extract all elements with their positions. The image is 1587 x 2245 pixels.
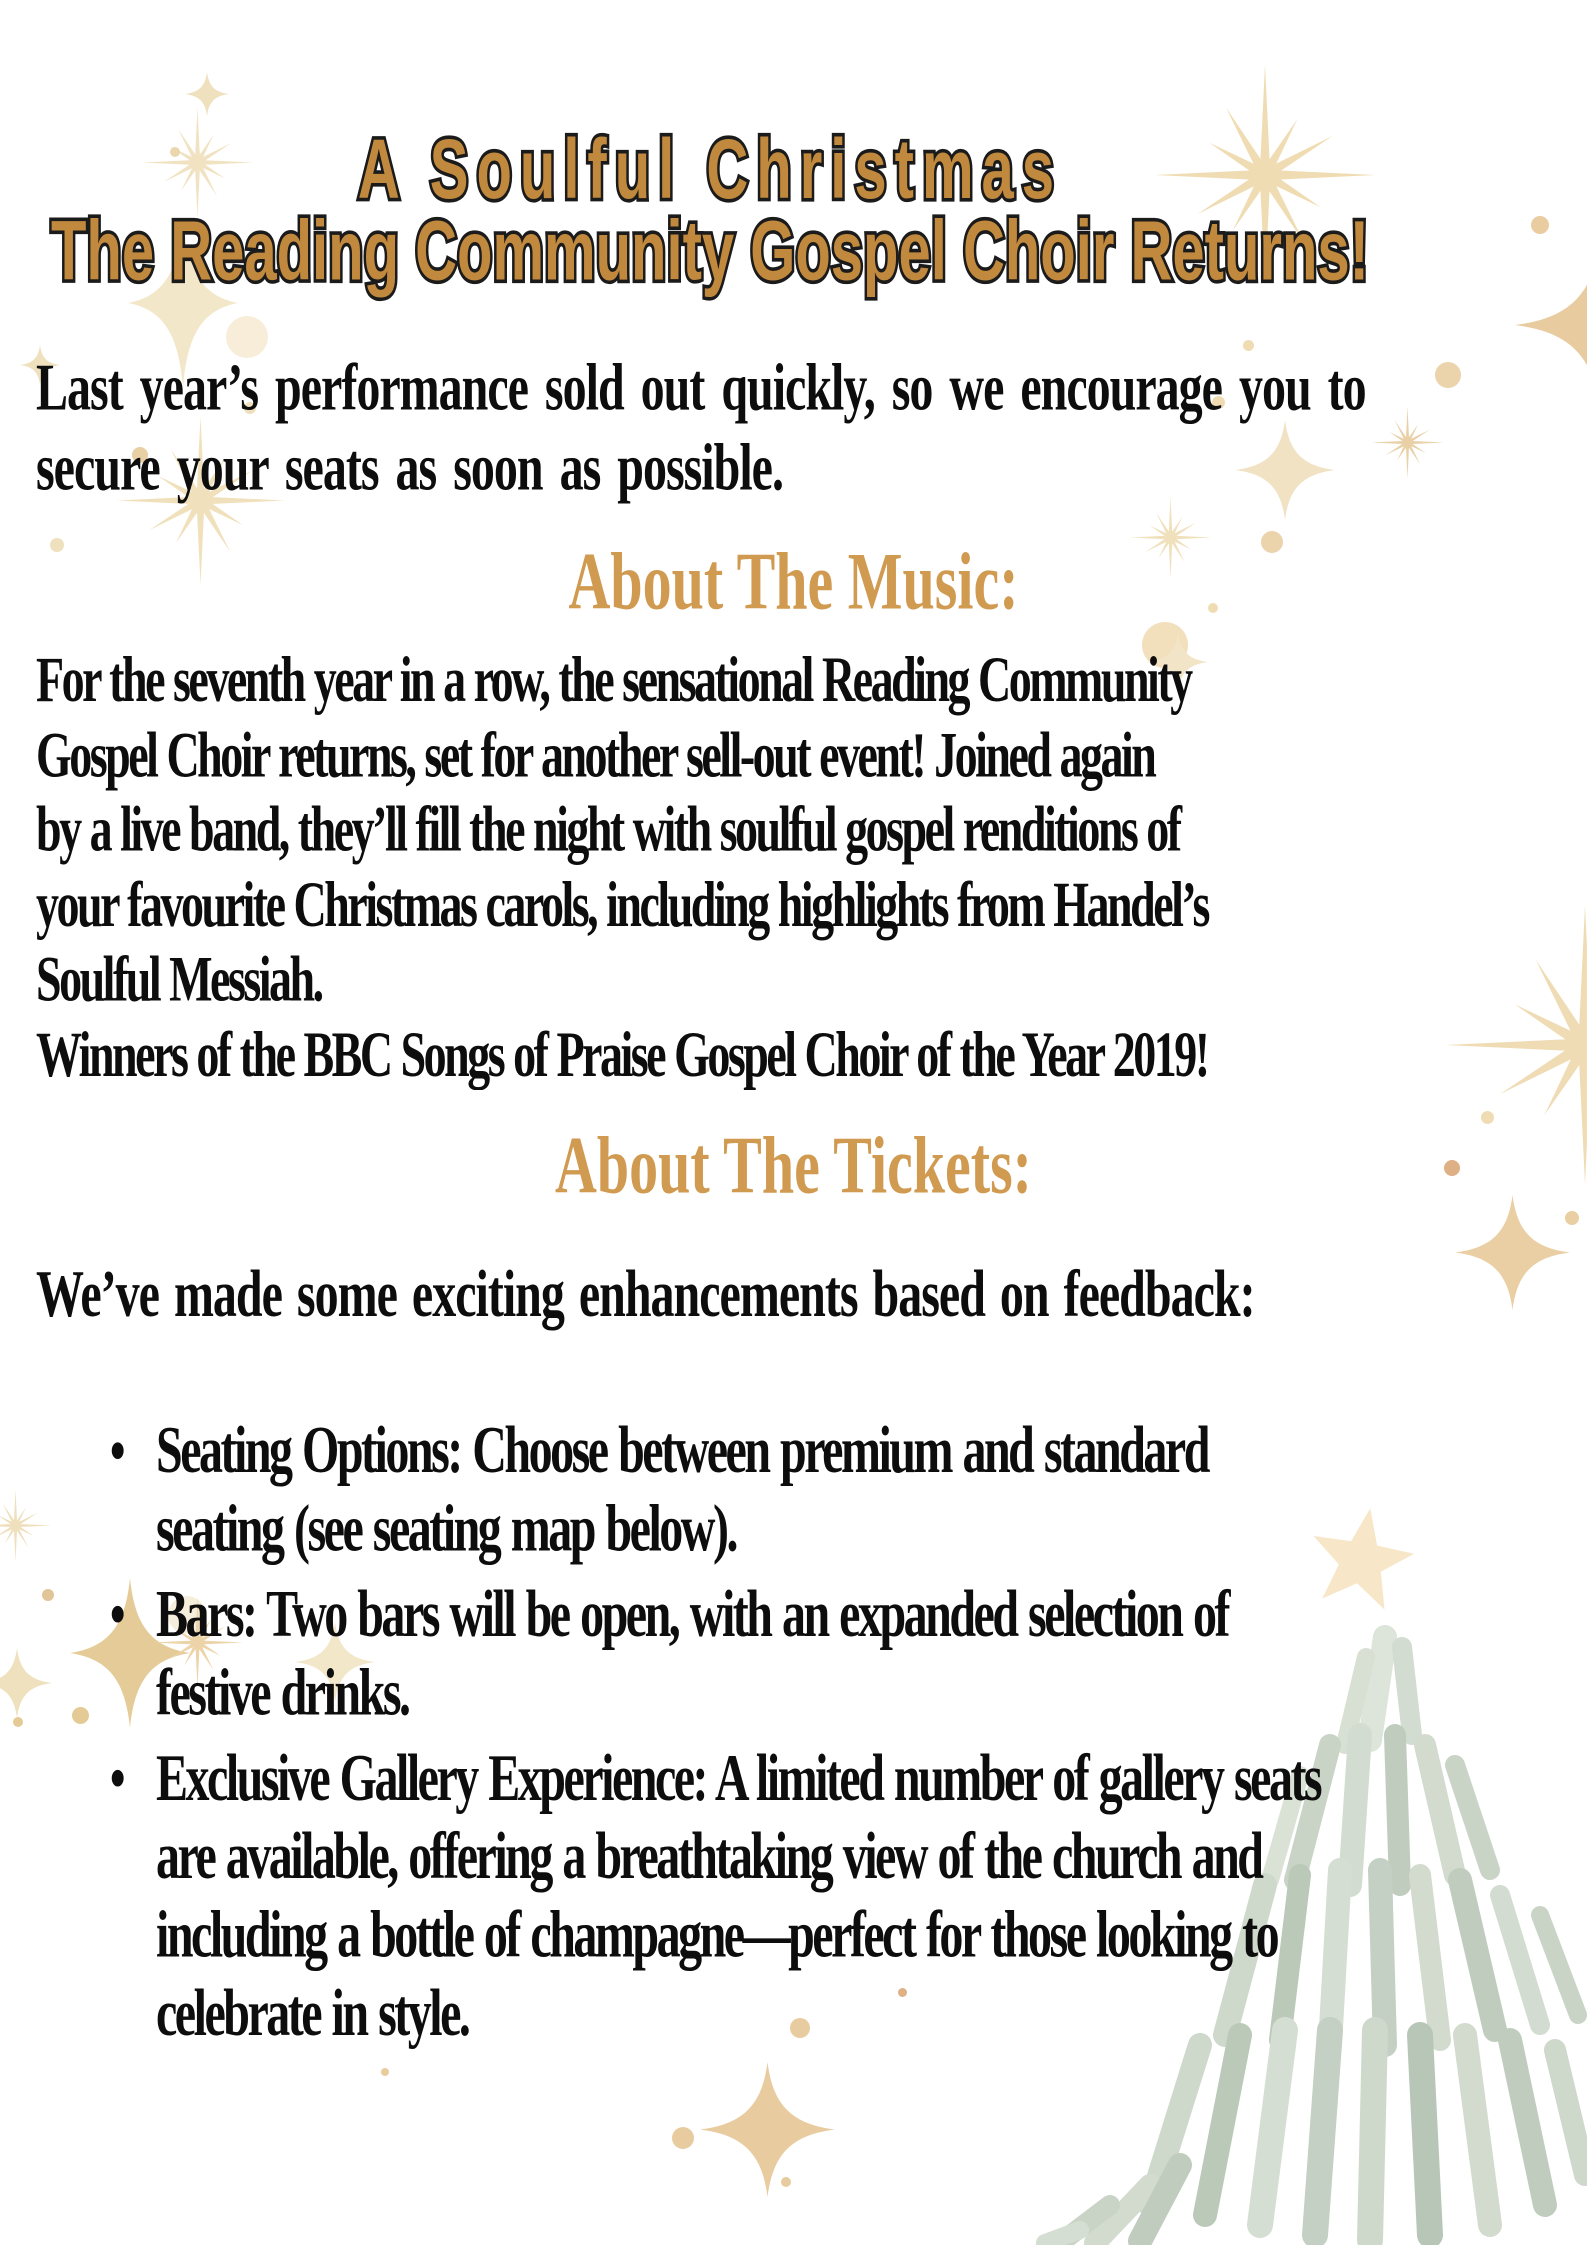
bullet-icon: • [110,1416,123,1485]
flyer-title [10,122,1410,299]
music-line: Gospel Choir returns, set for another sell-out event! Joined again [36,718,1155,790]
dot-icon [672,2127,694,2149]
sparkle-icon [700,2062,835,2197]
dot-icon [1531,216,1549,234]
music-line: For the seventh year in a row, the sensational Reading Community [36,643,1191,715]
music-line: Soulful Messiah. [36,943,322,1015]
bullet-text: Exclusive Gallery Experience: A limited number of gallery seats are available, offering a breathtaking view of the church and including a bottle of champagne—perfect for those looking to celebrate in style. [156,1741,1321,2051]
about-the-music-heading: About The Music: [568,535,1019,627]
list-item [36,1412,1566,1569]
bullet-text: Seating Options: Choose between premium and standard seating (see seating map below). [156,1413,1208,1566]
music-line: by a live band, they’ll fill the night with soulful gospel renditions of [36,793,1180,865]
dot-icon [781,2177,791,2187]
intro-paragraph [36,348,1566,508]
intro-line: secure your seats as soon as possible. [36,430,783,505]
bullet-icon: • [110,1580,123,1649]
music-line: Winners of the BBC Songs of Praise Gospel Choir of the Year 2019! [36,1017,1208,1090]
tickets-bullet-list [36,1412,1566,2060]
dot-icon [1481,1111,1494,1124]
list-item [36,1576,1566,1733]
dot-icon [1565,1211,1579,1225]
dot-icon [381,2068,389,2076]
bullet-icon: • [110,1743,123,1813]
title-line-2: The Reading Community Gospel Choir Returns! [51,203,1369,299]
music-line: your favourite Christmas carols, including highlights from Handel’s [36,868,1208,940]
title-line-1: A Soulful Christmas [357,122,1063,217]
bullet-text: Bars: Two bars will be open, with an expanded selection of festive drinks. [156,1577,1228,1730]
dot-icon [13,1717,23,1727]
about-the-tickets-heading: About The Tickets: [555,1119,1032,1211]
intro-line: Last year’s performance sold out quickly, so we encourage you to [36,350,1366,425]
tickets-intro-line: We’ve made some exciting enhancements based on feedback: [36,1257,1255,1332]
list-item [36,1740,1566,2054]
about-music-paragraph [36,642,1566,1091]
